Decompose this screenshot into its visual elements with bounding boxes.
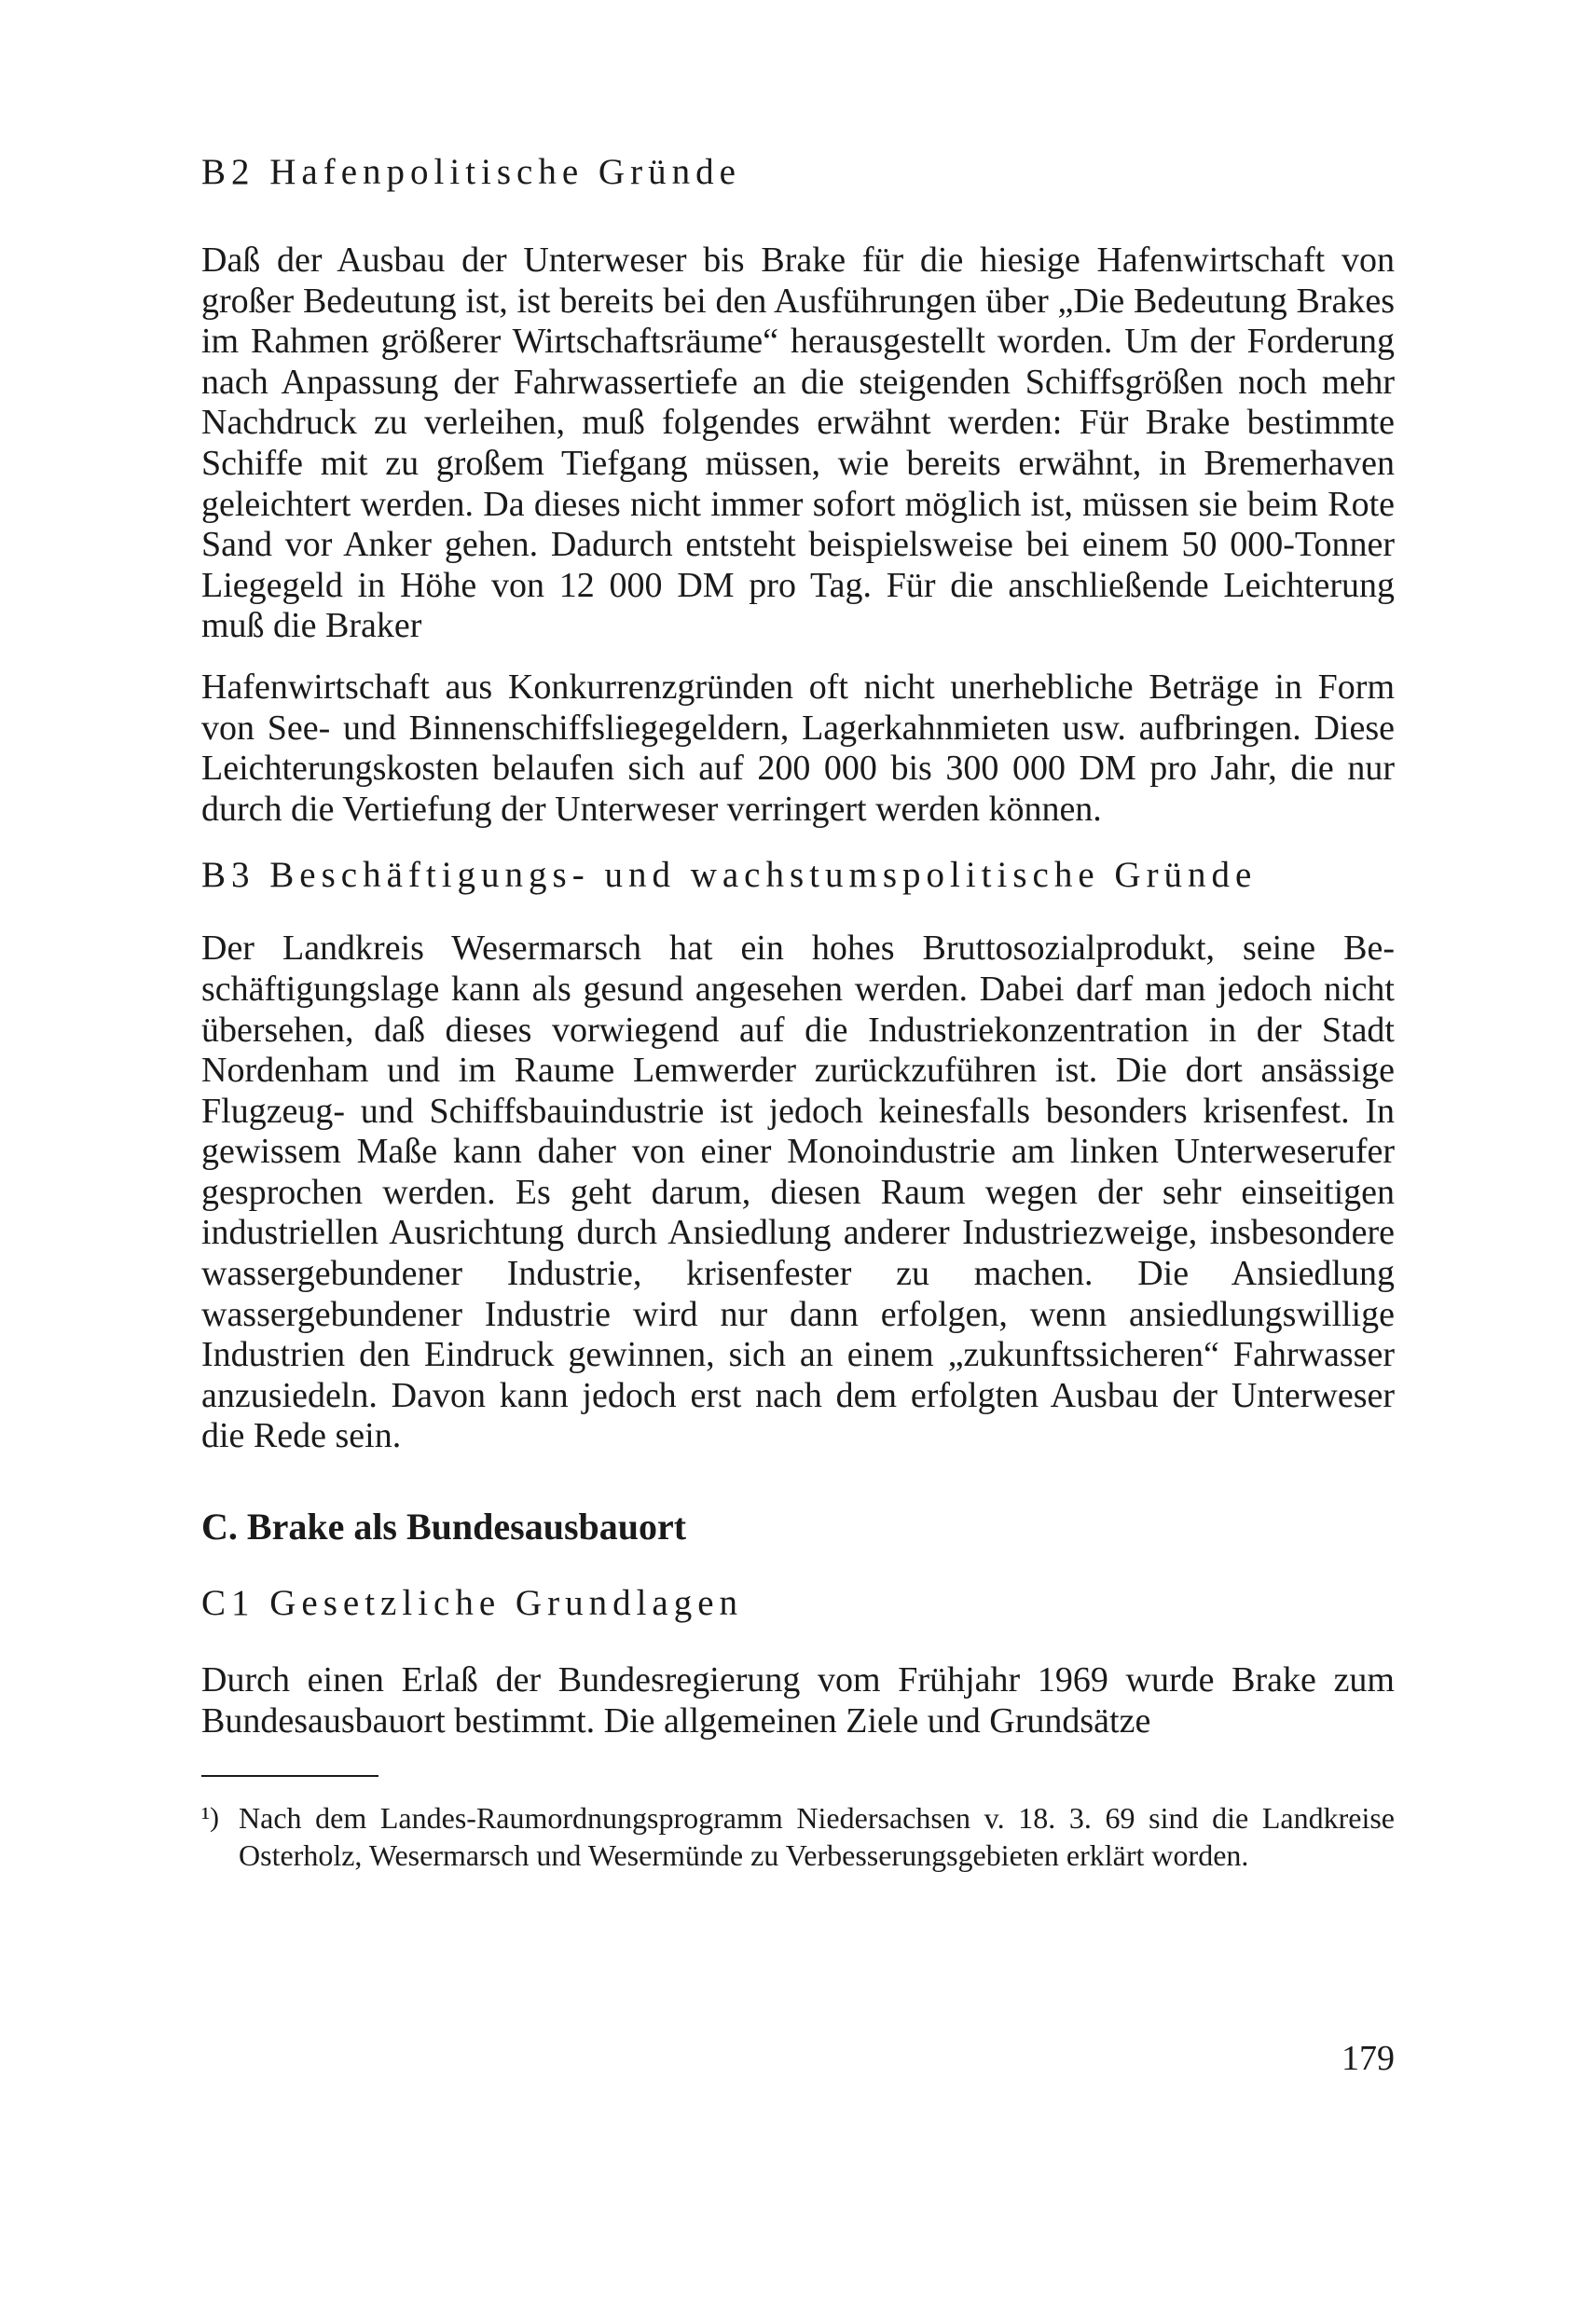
page-content <box>201 149 1395 2078</box>
paragraph-b3: Der Landkreis Wesermarsch hat ein hohes Bruttosozialprodukt, seine Beschäftigungslage kann als gesund angesehen werden. Dabei darf man jedoch nicht übersehen, daß dieses vorwiegend auf die Industriekonzentration in der Stadt Nordenham und im Raume Lemwerder zurückzuführen ist. Die dort ansässige Flugzeug- und Schiffsbauindustrie ist jedoch keinesfalls besonders krisenfest. In gewissem Maße kann daher von einer Monoindustrie am linken Unterweserufer gesprochen werden. Es geht darum, diesen Raum wegen der sehr einseitigen industriellen Ausrichtung durch Ansiedlung anderer Industriezweige, insbesondere wassergebundener Industrie, krisenfester zu machen. Die Ansiedlung wassergebundener Industrie wird nur dann erfolgen, wenn ansiedlungswillige Industrien den Eindruck gewinnen, sich an einem „zukunftssicheren“ Fahrwasser anzusiedeln. Davon kann jedoch erst nach dem erfolgten Ausbau der Unterweser die Rede sein. <box>201 929 1395 1456</box>
footnote <box>201 1799 1395 1874</box>
section-heading-b3: B3 Beschäftigungs- und wachstumspolitische Gründe <box>201 855 1258 896</box>
paragraph-b2-first: Daß der Ausbau der Unterweser bis Brake für die hiesige Hafenwirtschaft von großer Bedeutung ist, ist bereits bei den Ausführungen über „Die Bedeutung Brakes im Rahmen größerer Wirtschaftsräume“ herausgestellt worden. Um der Forderung nach Anpassung der Fahrwassertiefe an die steigenden Schiffsgrößen noch mehr Nachdruck zu verleihen, muß folgendes erwähnt werden: Für Brake bestimmte Schiffe mit zu großem Tiefgang müssen, wie bereits erwähnt, in Bremerhaven geleichtert werden. Da dieses nicht immer sofort möglich ist, müssen sie beim Rote Sand vor Anker gehen. Dadurch entsteht beispielsweise bei einem 50 000-Tonner Liegegeld in Höhe von 12 000 DM pro Tag. Für die anschließende Leichterung muß die Braker <box>201 241 1395 646</box>
paragraph-c1: Durch einen Erlaß der Bundesregierung vom Frühjahr 1969 wurde Brake zum Bundesausbauort bestimmt. Die allgemeinen Ziele und Grundsätze <box>201 1660 1395 1741</box>
paragraph-b2-second: Hafenwirtschaft aus Konkurrenzgründen oft nicht unerhebliche Beträge in Form von See- und Binnenschiffsliegegeldern, Lagerkahnmieten usw. aufbringen. Diese Leichterungskosten belaufen sich auf 200 000 bis 300 000 DM pro Jahr, die nur durch die Vertiefung der Unterweser verringert werden können. <box>201 667 1395 829</box>
footnote-text: Nach dem Landes-Raumordnungsprogramm Niedersachsen v. 18. 3. 69 sind die Landkreise Osterholz, Wesermarsch und Wesermünde zu Verbesserungsgebieten erklärt worden. <box>239 1801 1395 1873</box>
chapter-heading-c: C. Brake als Bundesausbauort <box>201 1506 687 1548</box>
footnote-divider <box>201 1775 378 1777</box>
section-heading-b2: B2 Hafenpolitische Gründe <box>201 152 741 192</box>
footnote-marker: ¹) <box>201 1802 219 1834</box>
section-heading-c1: C1 Gesetzliche Grundlagen <box>201 1583 744 1624</box>
page-number: 179 <box>1341 2039 1395 2078</box>
